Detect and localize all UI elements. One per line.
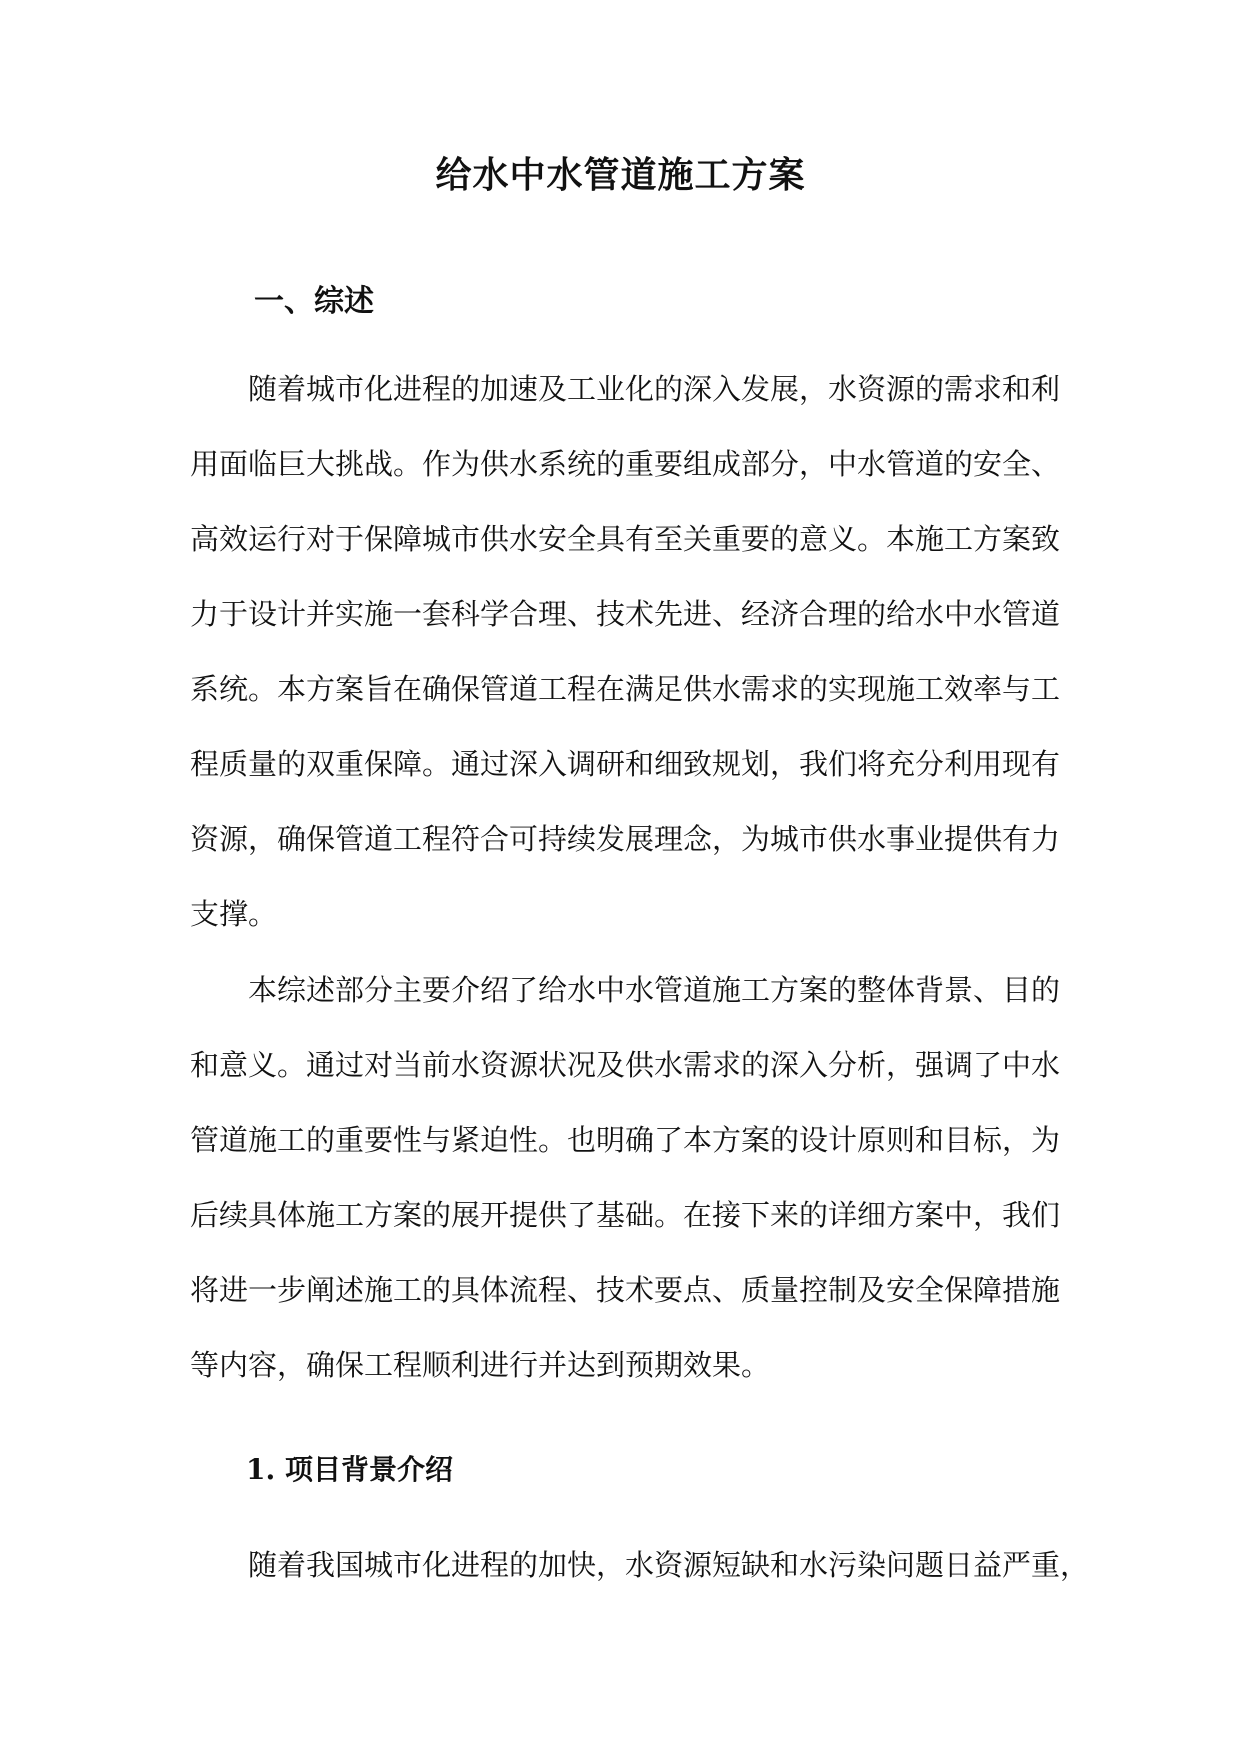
text-line: 随着城市化进程的加速及工业化的深入发展，水资源的需求和利	[248, 372, 1061, 406]
section-heading-overview: 一、综述	[254, 284, 374, 319]
text-line: 和意义。通过对当前水资源状况及供水需求的深入分析，强调了中水	[190, 1048, 1061, 1082]
text-line: 高效运行对于保障城市供水安全具有至关重要的意义。本施工方案致	[190, 522, 1061, 556]
text-line: 力于设计并实施一套科学合理、技术先进、经济合理的给水中水管道	[190, 597, 1061, 631]
project-background-paragraph-1	[190, 1528, 1090, 1603]
text-line: 用面临巨大挑战。作为供水系统的重要组成部分，中水管道的安全、	[190, 447, 1061, 481]
text-line: 将进一步阐述施工的具体流程、技术要点、质量控制及安全保障措施	[190, 1273, 1061, 1307]
text-line: 支撑。	[190, 897, 278, 931]
text-line: 管道施工的重要性与紧迫性。也明确了本方案的设计原则和目标，为	[190, 1123, 1061, 1157]
text-line: 等内容，确保工程顺利进行并达到预期效果。	[190, 1348, 771, 1382]
text-line: 后续具体施工方案的展开提供了基础。在接下来的详细方案中，我们	[190, 1198, 1061, 1232]
overview-paragraph-1	[190, 352, 1060, 952]
document-title: 给水中水管道施工方案	[435, 154, 806, 196]
text-line: 随着我国城市化进程的加快，水资源短缺和水污染问题日益严重，	[248, 1548, 1090, 1582]
text-line: 资源，确保管道工程符合可持续发展理念，为城市供水事业提供有力	[190, 822, 1061, 856]
text-line: 系统。本方案旨在确保管道工程在满足供水需求的实现施工效率与工	[190, 672, 1061, 706]
text-line: 程质量的双重保障。通过深入调研和细致规划，我们将充分利用现有	[190, 747, 1061, 781]
subsection-heading-project-background: 1. 项目背景介绍	[246, 1453, 453, 1486]
text-line: 本综述部分主要介绍了给水中水管道施工方案的整体背景、目的	[248, 973, 1061, 1007]
overview-paragraph-2	[190, 953, 1060, 1403]
